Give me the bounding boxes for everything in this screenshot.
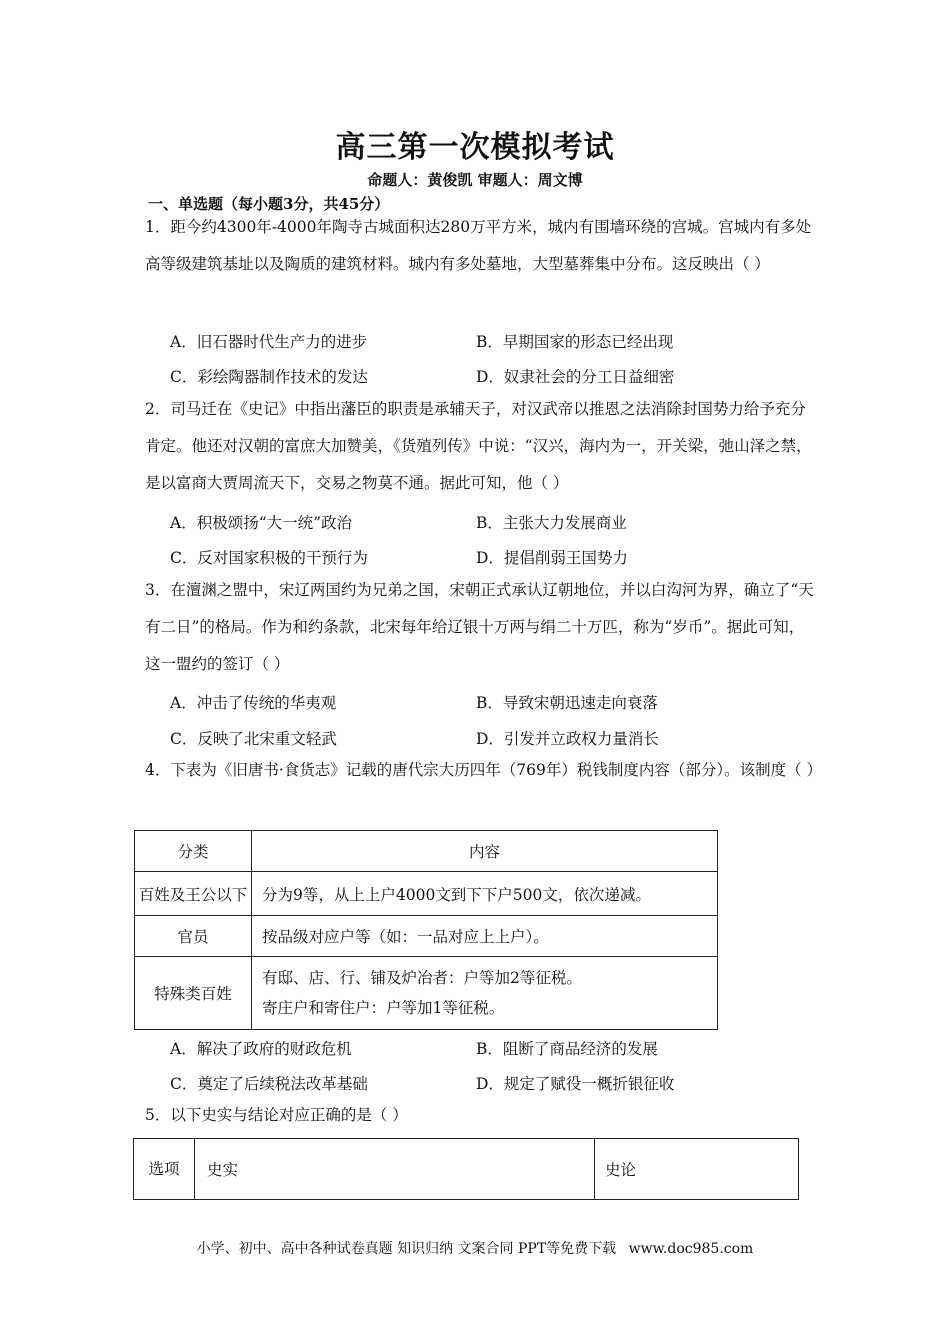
question-4-stem: 4．下表为《旧唐书·食货志》记载的唐代宗大历四年（769年）税钱制度内容（部分）。该制度（ ） — [145, 761, 823, 779]
table-cell-line: 寄庄户和寄住户：户等加1等征税。 — [262, 999, 505, 1017]
table-cell — [252, 957, 718, 1030]
footer-url[interactable]: www.doc985.com — [628, 1241, 754, 1257]
table-header-cell: 分类 — [135, 831, 252, 872]
question-1-option-b: B．早期国家的形态已经出现 — [476, 333, 674, 351]
question-2-stem: 2．司马迁在《史记》中指出藩臣的职责是承辅天子，对汉武帝以推恩之法消除封国势力给予充分肯定。他还对汉朝的富庶大加赞美，《货殖列传》中说：“汉兴，海内为一，开关梁，弛山泽之禁，是以富商大贾周流天下，交易之物莫不通。据此可知，他（ ） — [145, 400, 812, 492]
table-header-row — [134, 1139, 799, 1200]
question-2-option-d: D．提倡削弱王国势力 — [476, 549, 628, 567]
question-3-option-b: B．导致宋朝迅速走向衰落 — [476, 694, 658, 712]
table-cell: 按品级对应户等（如：一品对应上上户）。 — [252, 916, 718, 957]
footer-text: 小学、初中、高中各种试卷真题 知识归纳 文案合同 PPT等免费下载 — [196, 1241, 617, 1257]
question-4-option-b: B．阻断了商品经济的发展 — [476, 1040, 658, 1058]
table-cell: 特殊类百姓 — [135, 957, 252, 1030]
table-cell: 百姓及王公以下 — [135, 872, 252, 916]
question-3-option-a: A．冲击了传统的华夷观 — [170, 694, 337, 712]
question-4-table — [134, 830, 718, 1030]
table-cell: 官员 — [135, 916, 252, 957]
table-cell-line: 有邸、店、行、铺及炉冶者：户等加2等征税。 — [262, 969, 582, 987]
question-2-option-a: A．积极颂扬“大一统”政治 — [170, 514, 353, 532]
table-header-row — [135, 831, 718, 872]
author-line: 命题人：黄俊凯 审题人：周文博 — [367, 171, 583, 189]
question-3-option-c: C．反映了北宋重文轻武 — [170, 730, 337, 748]
section-heading: 一、单选题（每小题3分，共45分） — [148, 195, 390, 213]
question-4-option-c: C．奠定了后续税法改革基础 — [170, 1075, 368, 1093]
question-2-option-b: B．主张大力发展商业 — [476, 514, 627, 532]
question-1-option-c: C．彩绘陶器制作技术的发达 — [170, 368, 368, 386]
table-header-cell: 史实 — [195, 1139, 595, 1200]
table-row — [135, 957, 718, 1030]
page-footer — [0, 1238, 950, 1258]
question-3-option-d: D．引发并立政权力量消长 — [476, 730, 659, 748]
table-header-cell: 内容 — [252, 831, 718, 872]
table-header-cell: 选项 — [134, 1139, 195, 1200]
question-4-option-d: D．规定了赋役一概折银征收 — [476, 1075, 675, 1093]
question-5-stem: 5．以下史实与结论对应正确的是（ ） — [145, 1106, 408, 1124]
table-cell: 分为9等，从上上户4000文到下下户500文，依次递减。 — [252, 872, 718, 916]
page-title: 高三第一次模拟考试 — [335, 130, 615, 165]
table-row — [135, 872, 718, 916]
question-1-stem: 1．距今约4300年-4000年陶寺古城面积达280万平方米，城内有围墙环绕的宫城。宫城内有多处高等级建筑基址以及陶质的建筑材料。城内有多处墓地，大型墓葬集中分布。这反映出（ ） — [145, 218, 812, 273]
question-1-option-a: A．旧石器时代生产力的进步 — [170, 333, 368, 351]
question-1-option-d: D．奴隶社会的分工日益细密 — [476, 368, 675, 386]
question-2-option-c: C．反对国家积极的干预行为 — [170, 549, 368, 567]
question-5-table — [133, 1138, 799, 1200]
question-3-stem: 3．在澶渊之盟中，宋辽两国约为兄弟之国，宋朝正式承认辽朝地位，并以白沟河为界，确立了“天有二日”的格局。作为和约条款，北宋每年给辽银十万两与绢二十万匹，称为“岁币”。据此可知，这一盟约的签订（ ） — [145, 581, 814, 673]
question-4-option-a: A．解决了政府的财政危机 — [170, 1040, 352, 1058]
table-row — [135, 916, 718, 957]
table-header-cell: 史论 — [595, 1139, 799, 1200]
